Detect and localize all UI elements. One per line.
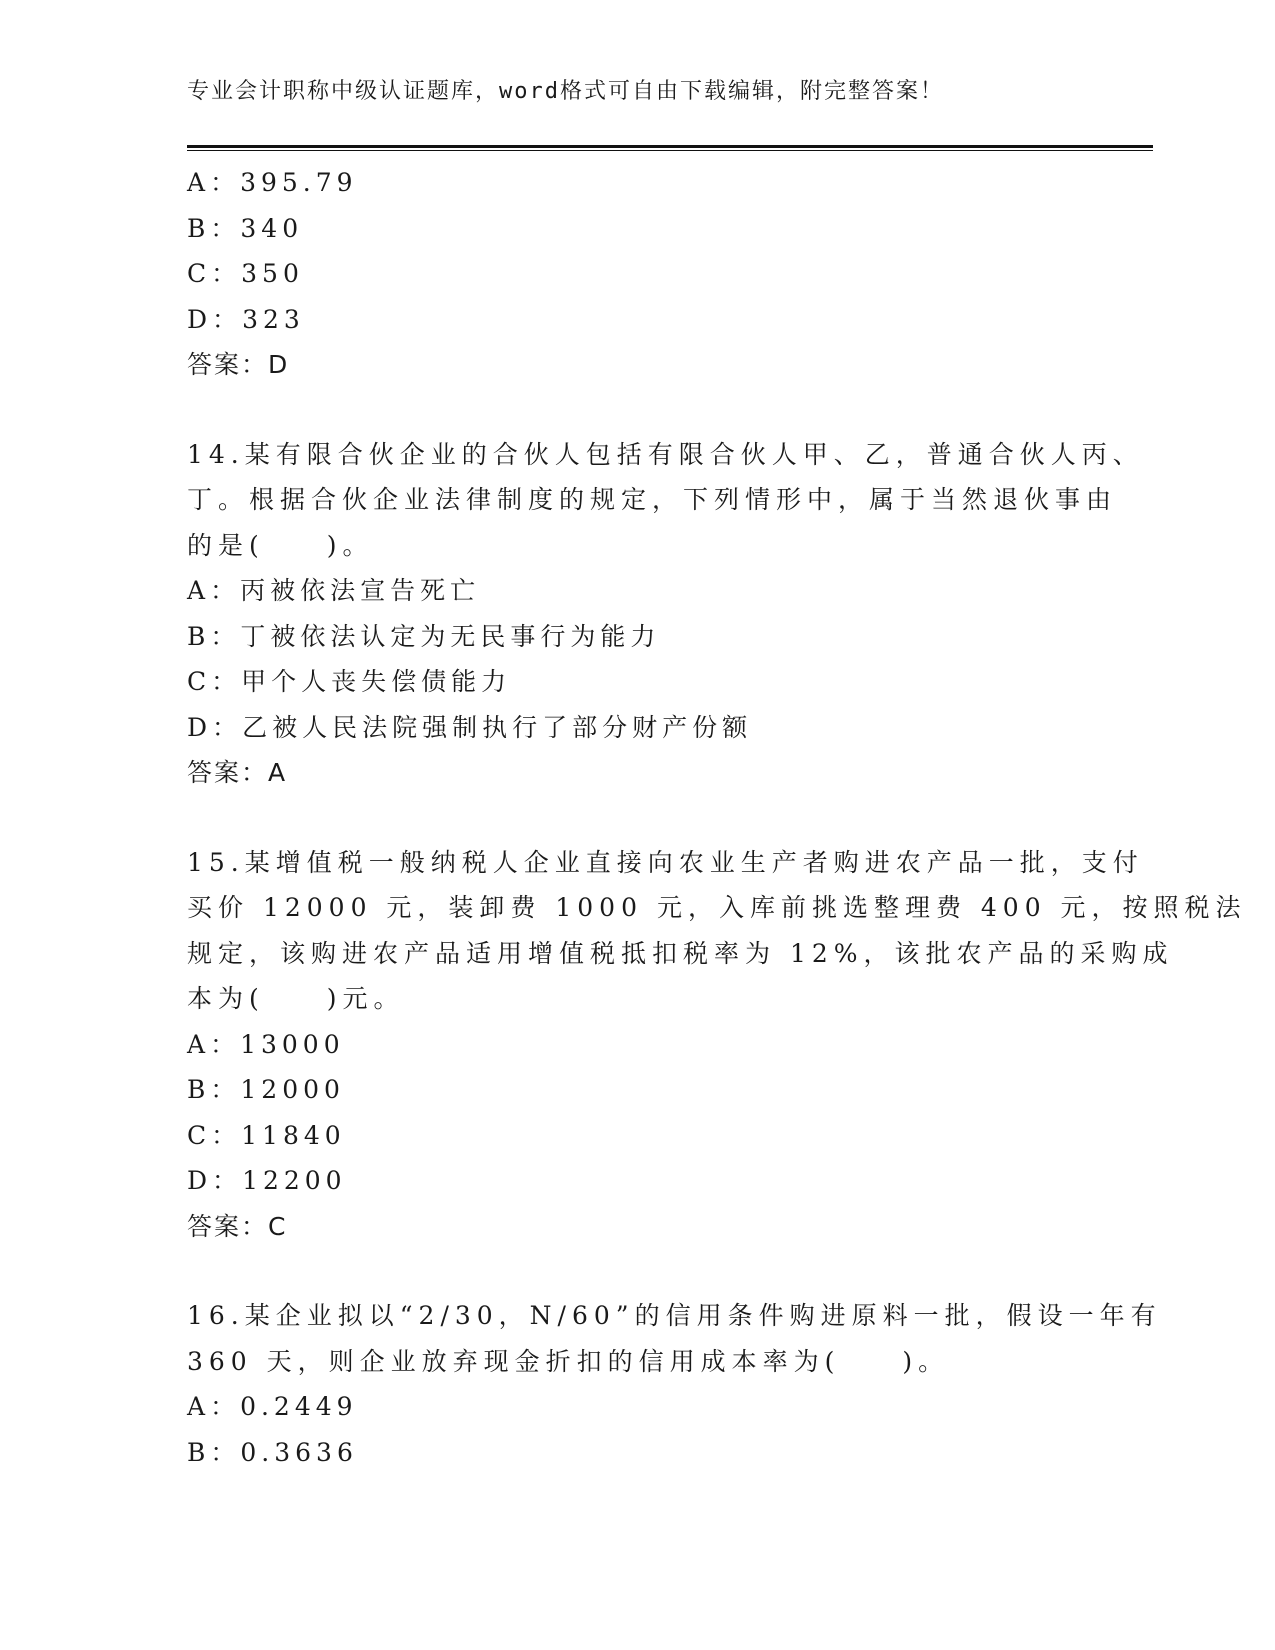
answer-line: 答案：C [187,1211,288,1241]
option-c: C：11840 [187,1120,346,1150]
header-rule-thin [187,150,1153,151]
option-a: A：丙被依法宣告死亡 [187,576,481,605]
option-d: D：12200 [187,1166,347,1195]
stem-line: 规定，该购进农产品适用增值税抵扣税率为 12%，该批农产品的采购成 [187,938,1174,968]
stem-line: 买价 12000 元，装卸费 1000 元，入库前挑选整理费 400 元，按照税法 [187,893,1247,922]
stem-line: 15.某增值税一般纳税人企业直接向农业生产者购进农产品一批，支付 [187,847,1144,877]
option-b: B：12000 [187,1075,345,1104]
option-d: D：323 [187,304,305,334]
option-c: C：350 [187,259,304,288]
answer-line: 答案：A [187,758,288,787]
stem-line: 本为( )元。 [187,984,405,1013]
option-b: B：0.3636 [187,1437,358,1467]
question-15 [187,840,1247,1250]
option-b: B：丁被依法认定为无民事行为能力 [187,621,661,651]
stem-line: 的是( )。 [187,530,374,560]
question-stem [187,840,1247,1022]
header-rule [187,145,1153,148]
stem-line: 16.某企业拟以“2/30，N/60”的信用条件购进原料一批，假设一年有 [187,1301,1162,1330]
answer-line: 答案：D [187,350,290,379]
question-14 [187,432,1144,796]
option-b: B：340 [187,213,304,243]
option-a: A：13000 [187,1029,345,1059]
question-stem [187,1293,1162,1384]
page-header: 专业会计职称中级认证题库，word格式可自由下载编辑，附完整答案！ [187,79,944,104]
previous-question [187,160,1087,388]
question-stem [187,432,1144,569]
stem-line: 360 天，则企业放弃现金折扣的信用成本率为( )。 [187,1346,950,1376]
stem-line: 丁。根据合伙企业法律制度的规定，下列情形中，属于当然退伙事由 [187,485,1118,514]
stem-line: 14.某有限合伙企业的合伙人包括有限合伙人甲、乙，普通合伙人丙、 [187,439,1144,469]
document-content [187,160,1247,1475]
option-a: A：0.2449 [187,1392,358,1421]
question-16 [187,1293,1162,1475]
option-a: A：395.79 [187,168,358,197]
option-c: C：甲个人丧失偿债能力 [187,667,512,696]
option-d: D：乙被人民法院强制执行了部分财产份额 [187,712,753,742]
